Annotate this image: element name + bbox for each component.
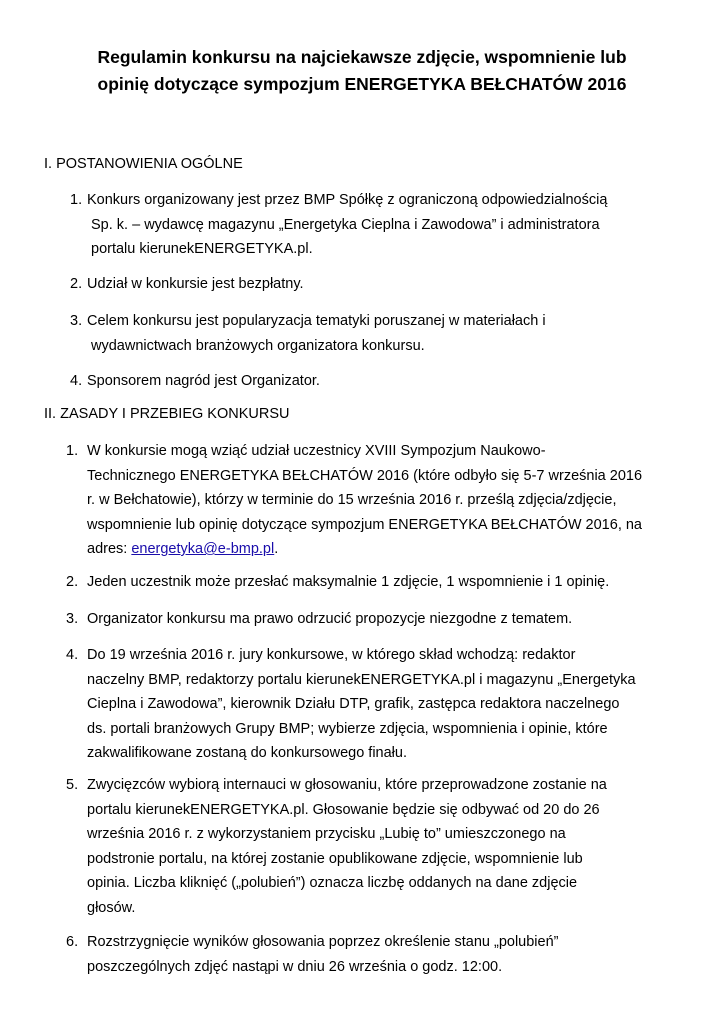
list-item-text: września 2016 r. z wykorzystaniem przycisku „Lubię to” umieszczonego na (87, 826, 566, 842)
list-item (66, 643, 636, 766)
list-item-text: portalu kierunekENERGETYKA.pl. Głosowanie będzie się odbywać od 20 do 26 (87, 801, 600, 818)
list-item-text: Konkurs organizowany jest przez BMP Spółkę z ograniczoną odpowiedzialnością (87, 192, 608, 208)
list-item (66, 930, 559, 979)
list-item-number: 1. (66, 443, 79, 459)
list-item-text: naczelny BMP, redaktorzy portalu kierunekENERGETYKA.pl i magazynu „Energetyka (87, 671, 636, 688)
list-item (66, 607, 572, 632)
address-prefix: adres: (87, 541, 132, 557)
list-item-text: Udział w konkursie jest bezpłatny. (87, 276, 304, 292)
email-link[interactable]: energetyka@e-bmp.pl (131, 541, 275, 557)
list-item (70, 272, 304, 297)
address-suffix: . (274, 541, 279, 557)
list-item (70, 369, 320, 394)
list-item-number: 2. (70, 276, 83, 292)
list-item (66, 439, 642, 562)
list-item-text: poszczególnych zdjęć nastąpi w dniu 26 września o godz. 12:00. (87, 958, 503, 975)
list-item-number: 3. (70, 313, 83, 329)
list-item-text: wydawnictwach branżowych organizatora konkursu. (91, 337, 425, 354)
page-title-line-2: opinię dotyczące sympozjum ENERGETYKA BEŁCHATÓW 2016 (97, 74, 627, 94)
list-item-text (66, 537, 642, 562)
list-item-text: Jeden uczestnik może przesłać maksymalnie 1 zdjęcie, 1 wspomnienie i 1 opinię. (87, 574, 610, 590)
list-item-text: opinia. Liczba kliknięć („polubień”) oznacza liczbę oddanych na dane zdjęcie (87, 875, 578, 891)
list-item-number: 2. (66, 574, 79, 590)
list-item (66, 570, 609, 595)
list-item-number: 4. (70, 373, 83, 389)
list-item-text: podstronie portalu, na której zostanie opublikowane zdjęcie, wspomnienie lub (87, 850, 583, 867)
list-item (70, 309, 546, 358)
list-item (66, 773, 607, 920)
list-item-text: zakwalifikowane zostaną do konkursowego finału. (87, 745, 407, 761)
list-item-text: W konkursie mogą wziąć udział uczestnicy XVIII Sympozjum Naukowo- (87, 443, 546, 459)
list-item-text: głosów. (87, 899, 136, 916)
list-item-text: Technicznego ENERGETYKA BEŁCHATÓW 2016 (które odbyło się 5-7 września 2016 (87, 467, 643, 484)
list-item-text: portalu kierunekENERGETYKA.pl. (91, 241, 313, 257)
page-title (40, 44, 684, 98)
list-item (70, 188, 607, 262)
list-item-text: Zwycięzców wybiorą internauci w głosowaniu, które przeprowadzone zostanie na (87, 777, 607, 793)
list-item-text: Organizator konkursu ma prawo odrzucić propozycje niezgodne z tematem. (87, 611, 573, 627)
list-item-text: Sp. k. – wydawcę magazynu „Energetyka Cieplna i Zawodowa” i administratora (91, 216, 600, 233)
list-item-text: Celem konkursu jest popularyzacja tematyki poruszanej w materiałach i (87, 313, 546, 329)
list-item-text: Sponsorem nagród jest Organizator. (87, 373, 320, 389)
list-item-text: Rozstrzygnięcie wyników głosowania poprzez określenie stanu „polubień” (87, 934, 559, 950)
list-item-text: ds. portali branżowych Grupy BMP; wybierze zdjęcia, wspomnienia i opinie, które (87, 720, 608, 737)
list-item-text: Cieplna i Zawodowa”, kierownik Działu DTP, grafik, zastępca redaktora naczelnego (87, 696, 620, 712)
list-item-number: 5. (66, 777, 79, 793)
list-item-text: r. w Bełchatowie), którzy w terminie do 15 września 2016 r. prześlą zdjęcia/zdjęcie, (87, 492, 617, 508)
list-item-number: 4. (66, 647, 79, 663)
page-title-line-1: Regulamin konkursu na najciekawsze zdjęcie, wspomnienie lub (97, 47, 627, 67)
list-item-number: 1. (70, 192, 83, 208)
section-heading-rules-and-procedure: II. ZASADY I PRZEBIEG KONKURSU (44, 406, 290, 422)
list-item-text: wspomnienie lub opinię dotyczące sympozjum ENERGETYKA BEŁCHATÓW 2016, na (87, 516, 643, 533)
list-item-number: 3. (66, 611, 79, 627)
section-heading-general-provisions: I. POSTANOWIENIA OGÓLNE (44, 156, 243, 172)
list-item-number: 6. (66, 934, 79, 950)
list-item-text: Do 19 września 2016 r. jury konkursowe, w którego skład wchodzą: redaktor (87, 647, 576, 663)
